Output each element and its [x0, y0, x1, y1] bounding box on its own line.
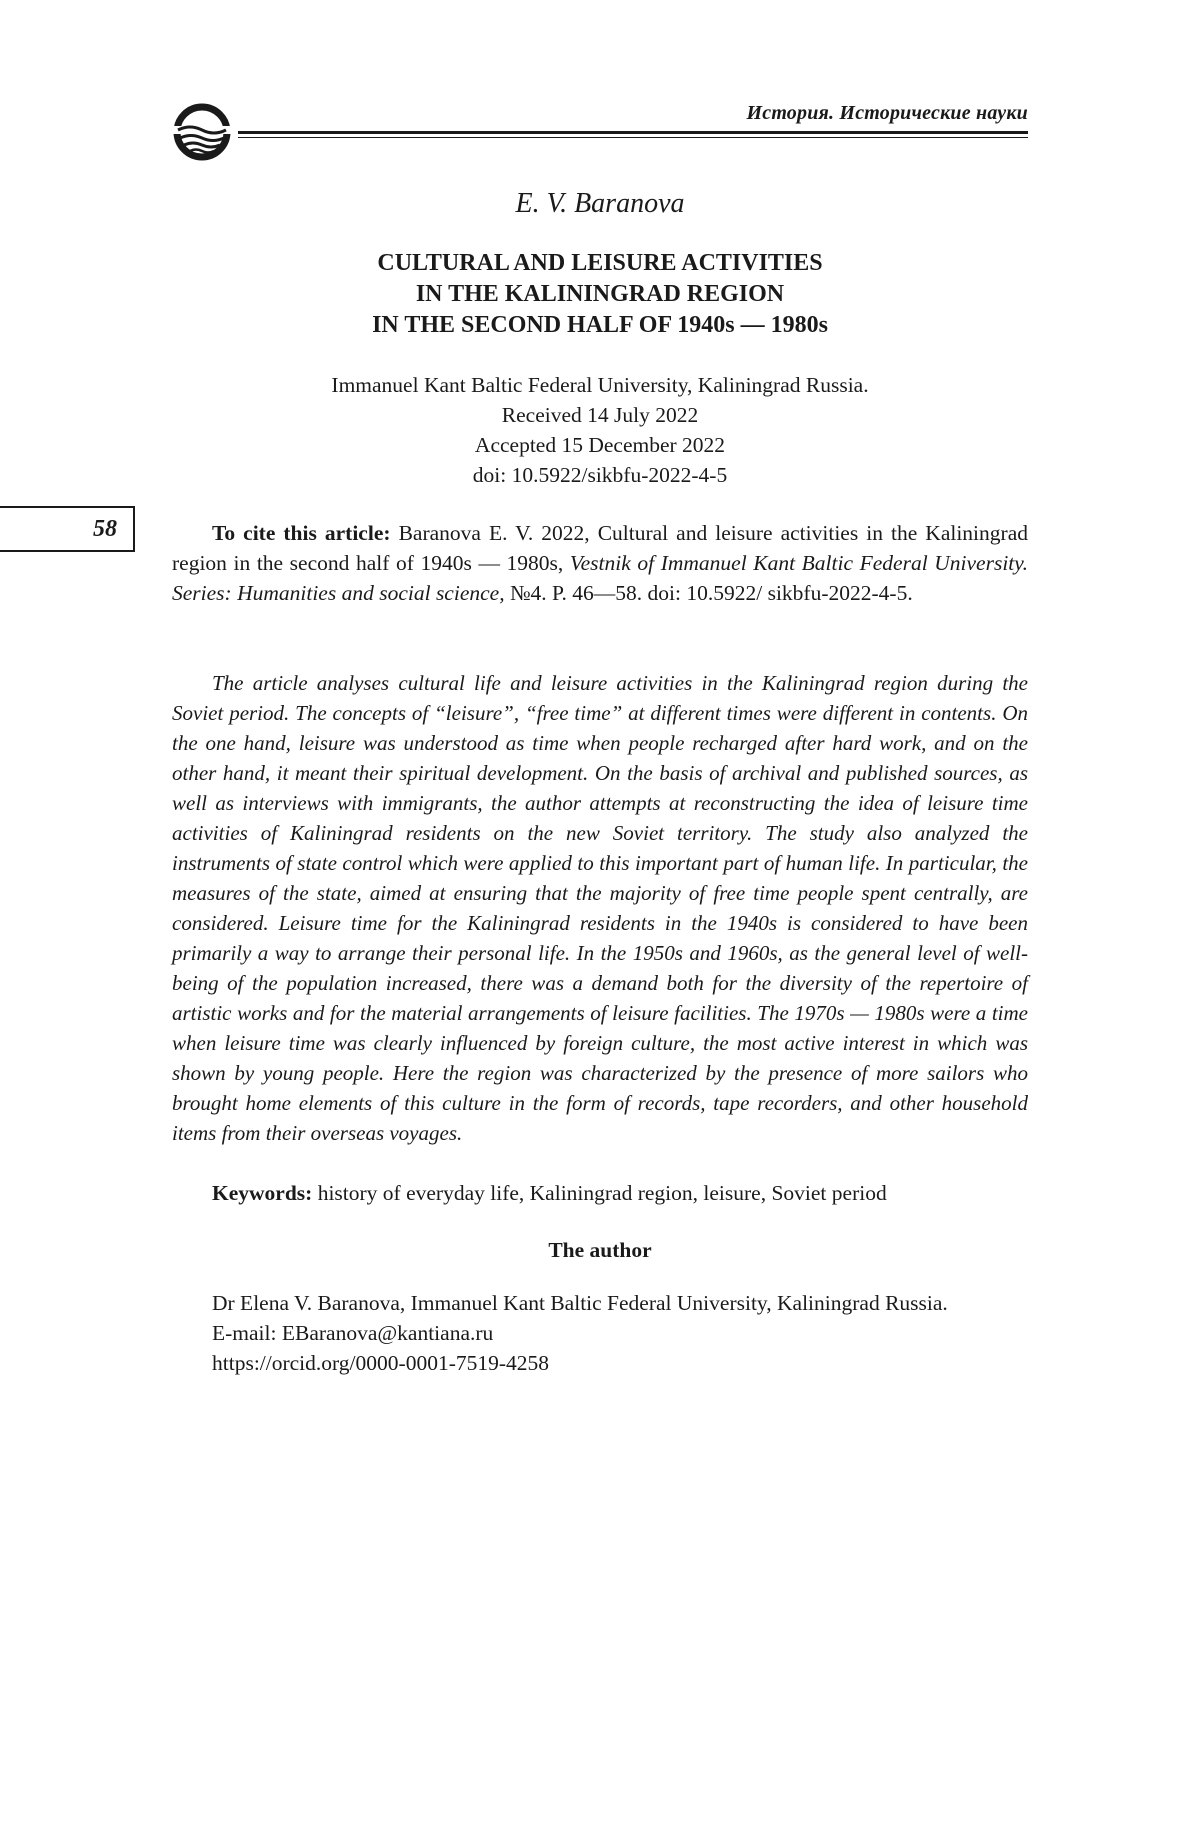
keywords [172, 1178, 1028, 1208]
journal-wave-logo-icon [172, 100, 232, 164]
keywords-text: history of everyday life, Kaliningrad region, leisure, Soviet period [312, 1181, 887, 1205]
citation-label: To cite this article: [212, 521, 391, 545]
abstract: The article analyses cultural life and leisure activities in the Kaliningrad region during the Soviet period. The concepts of “leisure”, “free time” at different times were different in contents. On the one hand, leisure was understood as time when people recharged after hard work, and on the other hand, it meant their spiritual development. On the basis of archival and published sources, as well as interviews with immigrants, the author attempts at reconstructing the idea of leisure time activities of Kaliningrad residents on the new Soviet territory. The study also analyzed the instruments of state control which were applied to this important part of human life. In particular, the measures of the state, aimed at ensuring that the majority of free time people spent centrally, are considered. Leisure time for the Kaliningrad residents in the 1940s is considered to have been primarily a way to arrange their personal life. In the 1950s and 1960s, as the general level of well-being of the population increased, there was a demand both for the diversity of the repertoire of artistic works and for the material arrangements of leisure facilities. The 1970s — 1980s were a time when leisure time was clearly influenced by foreign culture, the most active interest in which was shown by young people. Here the region was characterized by the presence of more sailors who brought home elements of this culture in the form of records, tape recorders, and other household items from their overseas voyages. [172, 671, 1028, 1145]
title-line: IN THE SECOND HALF OF 1940s — 1980s [372, 312, 828, 338]
accepted-date: Accepted 15 December 2022 [474, 433, 726, 457]
author-email: E-mail: EBaranova@kantiana.ru [212, 1321, 494, 1345]
article-author: E. V. Baranova [515, 188, 685, 219]
citation-journal: Vestnik of Immanuel Kant Baltic Federal University. Series: Humanities and social science, [172, 551, 1029, 605]
section-title: История. Исторические науки [746, 102, 1028, 124]
header-rule-thick [238, 131, 1028, 134]
author-name-affiliation: Dr Elena V. Baranova, Immanuel Kant Baltic Federal University, Kaliningrad Russia. [212, 1291, 948, 1315]
citation-block [172, 518, 1028, 608]
author-heading: The author [548, 1238, 652, 1262]
author-info [172, 1288, 1028, 1378]
doi: doi: 10.5922/sikbfu-2022-4-5 [472, 463, 728, 487]
author-orcid: https://orcid.org/0000-0001-7519-4258 [212, 1351, 550, 1375]
keywords-label: Keywords: [212, 1181, 313, 1205]
page-number-tab [0, 506, 135, 552]
header-rule-thin [238, 137, 1028, 138]
affiliation: Immanuel Kant Baltic Federal University, Kaliningrad Russia. [331, 373, 869, 397]
page-number: 58 [93, 515, 117, 542]
article-meta [172, 370, 1028, 490]
article-title [172, 248, 1028, 341]
received-date: Received 14 July 2022 [501, 403, 699, 427]
citation-text: Baranova E. V. 2022, Cultural and leisure activities in the Kaliningrad region in the second half of 1940s — 1980s, [172, 521, 1028, 575]
citation-tail: №4. P. 46—58. doi: 10.5922/ sikbfu-2022-4-5. [504, 581, 913, 605]
title-line: IN THE KALININGRAD REGION [415, 281, 785, 307]
title-line: CULTURAL AND LEISURE ACTIVITIES [377, 250, 823, 276]
